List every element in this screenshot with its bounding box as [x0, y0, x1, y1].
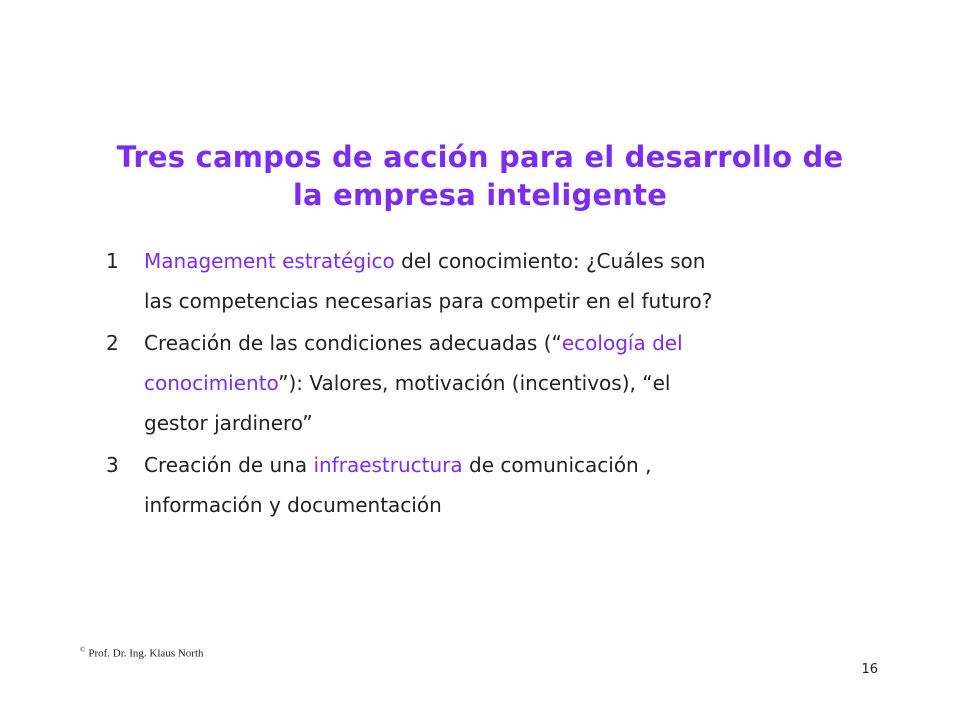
title-line-1: Tres campos de acción para el desarrollo de [116, 140, 844, 174]
highlight-text: ecología del [561, 331, 683, 355]
item-line: las competencias necesarias para competir en el futuro? [144, 289, 713, 313]
copyright-notice [80, 646, 204, 660]
item-line: gestor jardinero” [144, 411, 313, 435]
item-text: ”): Valores, motivación (incentivos), “el [278, 371, 671, 395]
item-number: 1 [106, 249, 119, 273]
item-line: información y documentación [144, 493, 442, 517]
item-line [144, 241, 824, 281]
highlight-text: infraestructura [313, 453, 463, 477]
item-text: Creación de una [144, 453, 314, 477]
item-text: de comunicación , [462, 453, 652, 477]
item-number: 2 [106, 331, 119, 355]
copyright-text: Prof. Dr. Ing. Klaus North [88, 647, 204, 660]
list-item-1 [104, 241, 824, 321]
list-item-3 [104, 445, 824, 525]
highlight-text: Management estratégico [144, 249, 395, 273]
slide-title [60, 138, 900, 214]
item-line [144, 363, 824, 403]
page-number: 16 [861, 662, 878, 677]
item-line [144, 445, 824, 485]
title-line-2: la empresa inteligente [292, 178, 668, 212]
item-text: del conocimiento: ¿Cuáles son [394, 249, 706, 273]
item-text: Creación de las condiciones adecuadas (“ [144, 331, 562, 355]
bullet-list [104, 241, 824, 527]
highlight-text: conocimiento [144, 371, 279, 395]
item-line [144, 323, 824, 363]
list-item-2 [104, 323, 824, 443]
item-number: 3 [106, 453, 119, 477]
copyright-symbol: © [80, 646, 86, 654]
